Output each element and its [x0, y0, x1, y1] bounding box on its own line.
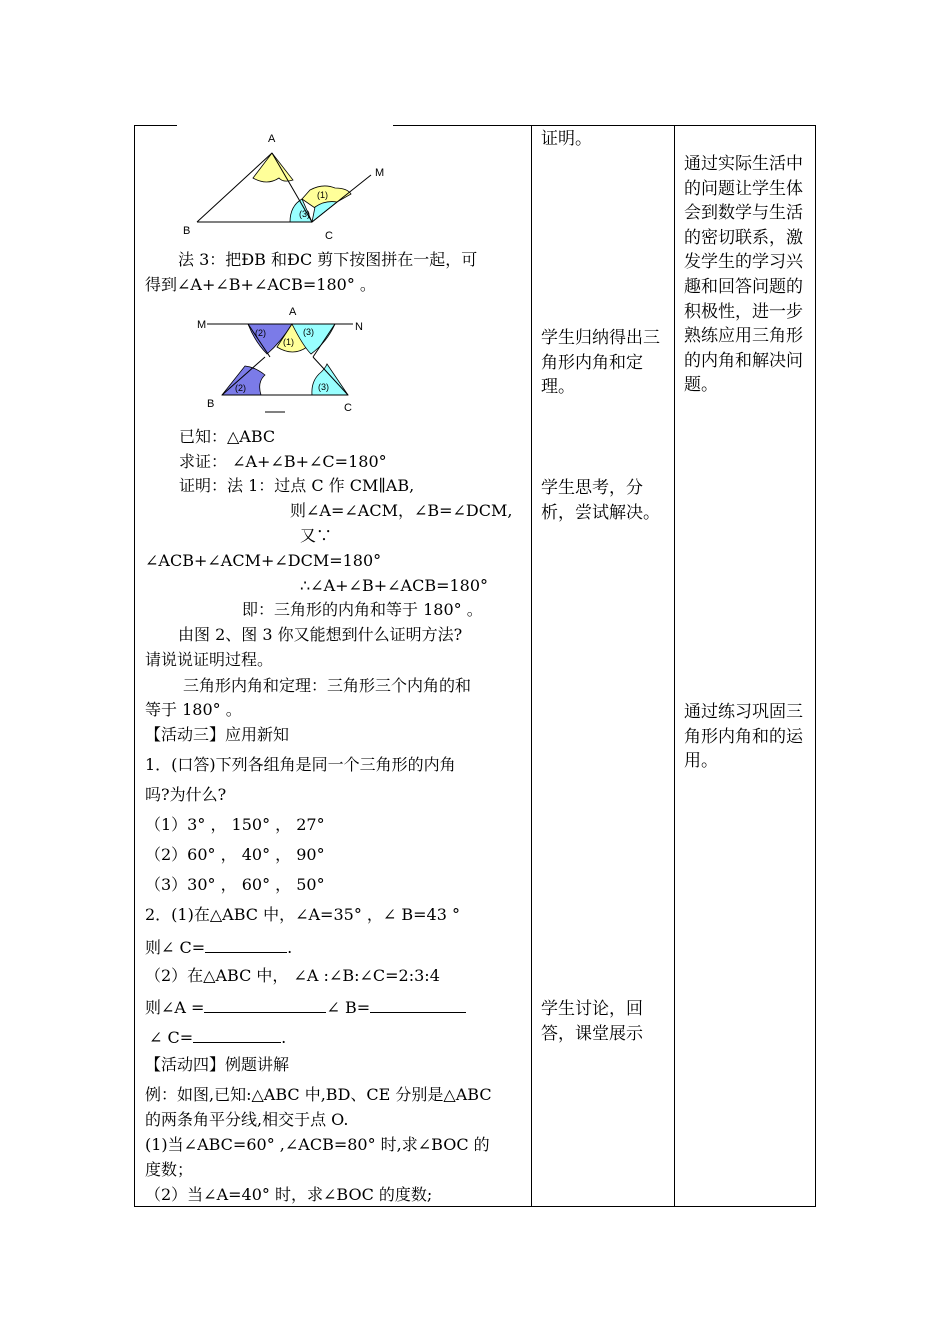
label-m: M: [197, 319, 207, 331]
table-top-border-left: [134, 125, 177, 126]
label-top-1: (1): [283, 337, 294, 347]
question-line1: 由图 2、图 3 你又能想到什么证明方法?: [178, 625, 463, 644]
question-line2: 请说说证明过程。: [145, 650, 274, 669]
example-line4: 度数；: [145, 1160, 194, 1179]
q2-c-label: 则∠ C=: [145, 938, 206, 957]
figure-rearranged-angles: [195, 302, 375, 414]
answer-blank-b[interactable]: [370, 996, 466, 1013]
label-m: M: [375, 167, 385, 179]
side-ab: [197, 153, 272, 222]
intent-text-1: 通过实际生活中的问题让学生体会到数学与生活的密切联系，激发学生的学习兴趣和回答问题的积极性，进一步熟练应用三角形的内角和解决问题。: [684, 154, 803, 396]
table-right-border: [815, 125, 816, 1207]
q1-line1: 1．(口答)下列各组角是同一个三角形的内角: [145, 755, 456, 774]
proof-sum: ∠ACB+∠ACM+∠DCM=180°: [145, 551, 382, 570]
answer-blank-a[interactable]: [204, 996, 326, 1013]
q2-b-label: ∠ B=: [326, 998, 371, 1017]
proof-prove: 求证： ∠A+∠B+∠C=180°: [179, 452, 387, 471]
label-n: N: [355, 321, 363, 333]
answer-blank-c[interactable]: [205, 936, 287, 953]
q2-c2-end: .: [281, 1028, 287, 1047]
q1-option-2: （2）60° ， 40° ， 90°: [145, 845, 325, 864]
label-c: C: [344, 402, 352, 414]
q2-line2: [145, 936, 292, 958]
proof-therefore: ∴∠A+∠B+∠ACB=180°: [300, 576, 489, 595]
label-bottom-2: (2): [235, 383, 246, 393]
figure-triangle-extended: [175, 128, 395, 240]
student-text-2: 学生归纳得出三角形内角和定理。: [541, 328, 660, 398]
activity4-title: 【活动四】例题讲解: [145, 1055, 290, 1074]
student-text-4: 学生讨论，回答，课堂展示: [541, 999, 643, 1044]
column-divider-2: [674, 125, 675, 1207]
label-top-2: (2): [255, 328, 266, 338]
q2-line4: [145, 996, 466, 1018]
student-text-3: 学生思考，分析，尝试解决。: [541, 478, 660, 523]
student-text-1: 证明。: [541, 129, 592, 149]
label-a: A: [289, 306, 297, 318]
proof-conclusion: 即：三角形的内角和等于 180° 。: [242, 600, 483, 619]
example-line2: 的两条角平分线,相交于点 O.: [145, 1110, 349, 1129]
method3-line1: [178, 250, 477, 270]
table-bottom-border: [134, 1206, 816, 1207]
example-line3: (1)当∠ABC=60° ,∠ACB=80° 时,求∠BOC 的: [145, 1135, 490, 1154]
answer-blank-c2[interactable]: [193, 1026, 281, 1043]
q2-line3: （2）在△ABC 中， ∠A :∠B:∠C=2:3:4: [145, 966, 440, 985]
label-c: C: [325, 230, 333, 240]
label-a: A: [268, 133, 276, 145]
label-top-3: (3): [303, 327, 314, 337]
label-angle-3: (3): [299, 209, 310, 219]
angle-a-sector: [253, 153, 293, 182]
label-b: B: [207, 398, 215, 410]
label-angle-1: (1): [317, 190, 328, 200]
example-line5: （2）当∠A=40° 时，求∠BOC 的度数;: [145, 1185, 433, 1204]
theorem-line2: 等于 180° 。: [145, 700, 242, 719]
label-bottom-3: (3): [318, 382, 329, 392]
q2-c2-label: ∠ C=: [149, 1028, 194, 1047]
q2-c-end: .: [287, 938, 293, 957]
q1-line2: 吗?为什么?: [145, 785, 227, 804]
q2-line5: [149, 1026, 286, 1048]
proof-method1: 证明：法 1：过点 C 作 CM∥AB,: [179, 476, 415, 495]
q1-option-1: （1）3° ， 150° ， 27°: [145, 815, 325, 834]
activity3-title: 【活动三】应用新知: [145, 725, 290, 744]
example-line1: 例：如图,已知:△ABC 中,BD、CE 分别是△ABC: [145, 1085, 492, 1104]
intent-text-2: 通过练习巩固三角形内角和的运用。: [684, 702, 803, 772]
proof-then: 则∠A=∠ACM，∠B=∠DCM,: [290, 501, 513, 520]
theorem-line1: 三角形内角和定理：三角形三个内角的和: [183, 676, 472, 695]
q1-option-3: （3）30° ， 60° ， 50°: [145, 875, 325, 894]
q2-a-label: 则∠A =: [145, 998, 205, 1017]
table-left-border: [134, 125, 135, 1207]
label-b: B: [183, 225, 191, 237]
method3-line2: 得到∠A+∠B+∠ACB=180° 。: [145, 275, 376, 294]
table-top-border-right: [393, 125, 816, 126]
q2-line1: 2．(1)在△ABC 中，∠A=35° ，∠ B=43 °: [145, 905, 461, 924]
column-divider-1: [531, 125, 532, 1207]
proof-also: 又∵: [300, 526, 333, 545]
method3-line1-text: 法 3：把ÐB 和ÐC 剪下按图拼在一起，可: [178, 250, 478, 269]
proof-given: 已知：△ABC: [179, 427, 276, 446]
